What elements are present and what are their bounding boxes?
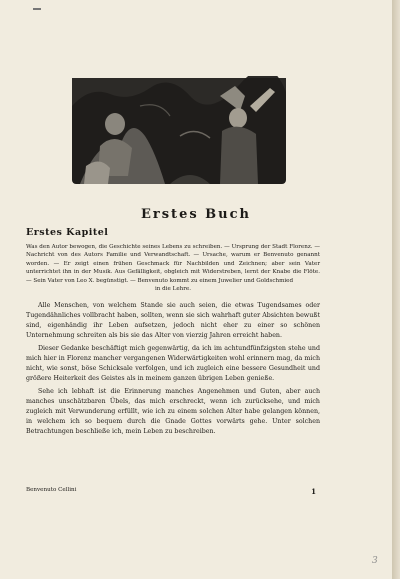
book-title: Erstes Buch xyxy=(140,207,251,222)
summary-text-end: in die Lehre. xyxy=(154,286,192,293)
paragraph: Alle Menschen, von welchem Stande sie auch seien, die etwas Tugendsames oder Tugendähnliches vollbracht haben, sollten, wenn sie sich wahrhaft guter Absichten bewußt sind, eigenhändig ihr Leben aufsetzen, jedoch nicht eher zu einer so schönen Unternehmung schreiten als bis sie das Alter von vierzig Jahren erreicht haben. xyxy=(26,302,320,339)
chapter-summary xyxy=(26,243,320,293)
body-text xyxy=(26,301,320,440)
chapter-title: Erstes Kapitel xyxy=(26,227,109,238)
page-footer xyxy=(26,487,316,496)
corner-mark xyxy=(33,8,41,10)
summary-text: Was den Autor bewogen, die Geschichte seines Lebens zu schreiben. — Ursprung der Stadt Florenz. — Nachricht von des Autors Familie und Verwandtschaft. — Ursache, warum er Benvenuto genannt worden. — Er zeigt einen frühen Geschmack für Nachbilden und Zeichnen; aber sein Vater unterrichtet ihn in der Musik. Aus Gefälligkeit, obgleich mit Widerstreben, lernt der Knabe die Flöte. — Sein Vater von Leo X. begünstigt. — Benvenuto kommt zu einem Juwelier und Goldschmied xyxy=(26,244,320,284)
page-number: 1 xyxy=(311,487,316,496)
pencil-mark: 3 xyxy=(372,556,378,566)
paragraph: Sehe ich lebhaft ist die Erinnerung manches Angenehmen und Guten, aber auch manches unschätzbaren Übels, das mich erschreckt, wenn ich zurücksehe, und mich zugleich mit Verwunderung erfüllt, wie ich zu einem solchen Alter habe gelangen können, in welchem ich so bequem durch die Gnade Gottes vorwärts gehe. Unter solchen Betrachtungen beschließe ich, mein Leben zu beschreiben. xyxy=(26,388,320,435)
footer-author: Benvenuto Cellini xyxy=(26,487,77,493)
book-edge xyxy=(392,0,400,579)
woodcut-illustration xyxy=(70,76,288,186)
paragraph: Dieser Gedanke beschäftigt mich gegenwärtig, da ich im achtundfünfzigsten stehe und mich hier in Florenz mancher vergangenen Widerwärtigkeiten wohl erinnern mag, da mich nicht, wie sonst, böse Schicksale verfolgen, und ich zugleich eine bessere Gesundheit und größere Heiterkeit des Geistes als in meinem ganzen übrigen Leben genieße. xyxy=(26,345,320,382)
